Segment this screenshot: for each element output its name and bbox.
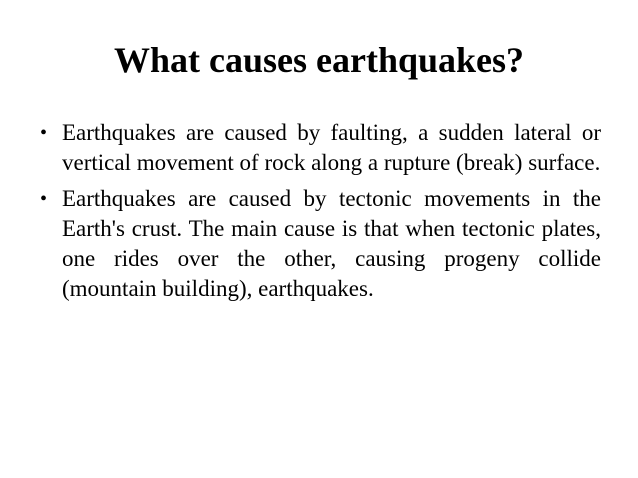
bullet-item	[40, 184, 601, 304]
bullet-list	[40, 118, 601, 310]
bullet-text: Earthquakes are caused by faulting, a sudden lateral or vertical movement of rock along a rupture (break) surface.	[62, 120, 601, 175]
bullet-marker: •	[40, 188, 48, 210]
bullet-text: Earthquakes are caused by tectonic movements in the Earth's crust. The main cause is that when tectonic plates, one rides over the other, causing progeny collide (mountain building), earthquakes.	[62, 186, 601, 301]
bullet-item	[40, 118, 601, 178]
slide-title: What causes earthquakes?	[113, 40, 525, 80]
bullet-marker: •	[40, 122, 48, 144]
